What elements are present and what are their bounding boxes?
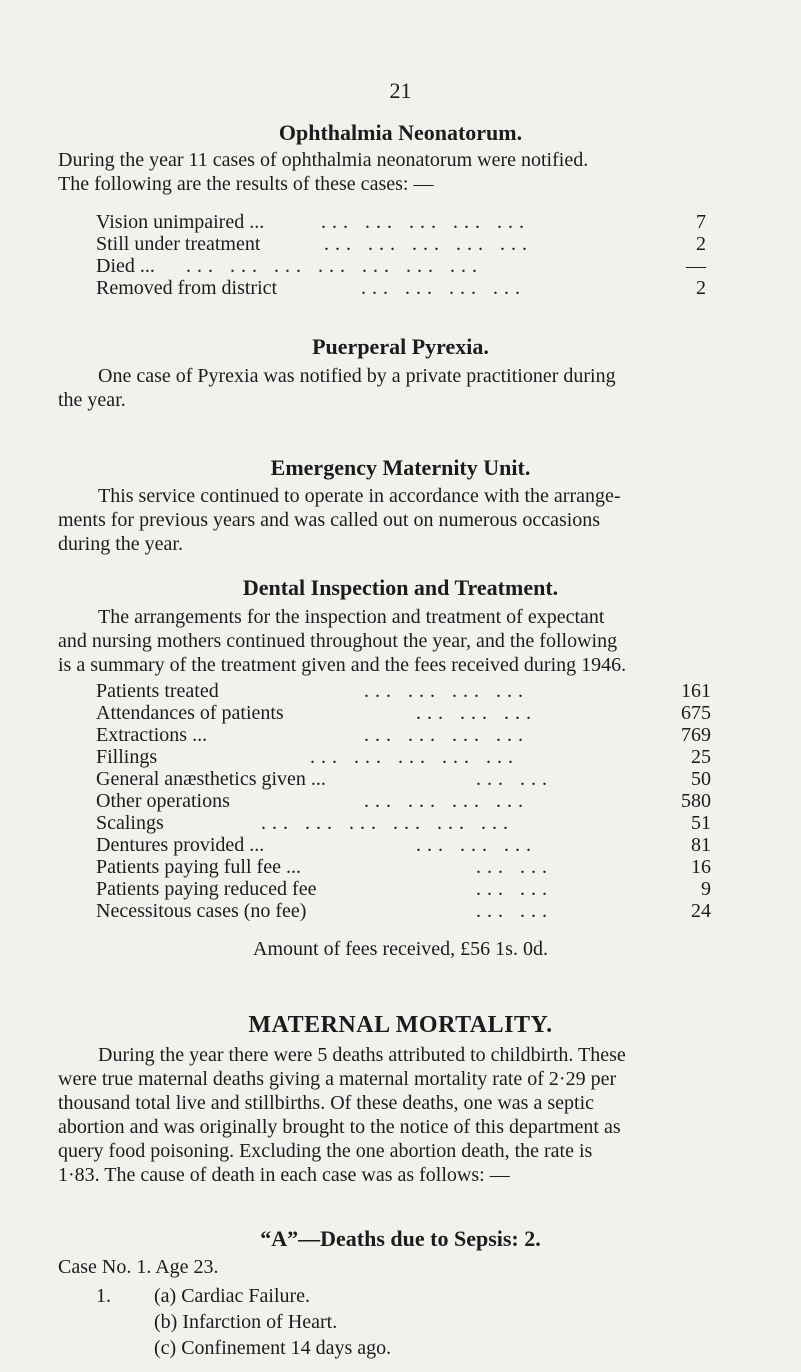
result-value: 2 <box>696 277 706 299</box>
summary-value: 81 <box>691 834 711 856</box>
ophthalmia-intro <box>58 148 764 196</box>
summary-value: 580 <box>681 790 711 812</box>
summary-label: Dentures provided ... <box>96 834 265 856</box>
summary-value: 675 <box>681 702 711 724</box>
summary-leader: ... ... ... ... ... <box>310 746 519 768</box>
summary-label: Patients paying reduced fee <box>96 878 317 900</box>
maternal-heading: MATERNAL MORTALITY. <box>248 1012 553 1038</box>
cause-line: (b) Infarction of Heart. <box>154 1311 338 1333</box>
result-value: — <box>686 255 706 277</box>
dental-heading: Dental Inspection and Treatment. <box>242 575 559 600</box>
result-value: 7 <box>696 211 706 233</box>
result-label: Removed from district <box>96 277 278 299</box>
summary-value: 16 <box>691 856 711 878</box>
result-label: Died ... <box>96 255 155 277</box>
page-number: 21 <box>389 78 412 103</box>
maternal-paragraph <box>58 1043 764 1187</box>
pyrexia-paragraph <box>58 364 764 412</box>
ophthalmia-intro-line-2: The following are the results of these cases: — <box>58 173 434 195</box>
emergency-line-1: This service continued to operate in accordance with the arrange- <box>98 485 621 507</box>
summary-label: Necessitous cases (no fee) <box>96 900 307 922</box>
summary-leader: ... ... ... ... <box>364 724 529 746</box>
result-value: 2 <box>696 233 706 255</box>
result-leader: ... ... ... ... ... <box>321 211 530 233</box>
maternal-line-3: thousand total live and stillbirths. Of these deaths, one was a septic <box>58 1092 594 1114</box>
emergency-line-2: ments for previous years and was called out on numerous occasions <box>58 509 601 531</box>
result-label: Still under treatment <box>96 233 261 255</box>
result-leader: ... ... ... ... ... <box>324 233 533 255</box>
summary-leader: ... ... <box>476 856 553 878</box>
summary-label: Patients treated <box>96 680 219 702</box>
fees-received-line: Amount of fees received, £56 1s. 0d. <box>253 938 548 960</box>
summary-value: 25 <box>691 746 711 768</box>
emergency-heading: Emergency Maternity Unit. <box>270 455 531 480</box>
summary-leader: ... ... ... ... <box>364 680 529 702</box>
summary-label: Scalings <box>96 812 164 834</box>
summary-label: Fillings <box>96 746 158 768</box>
case-item-number: 1. <box>96 1285 111 1307</box>
pyrexia-line-1: One case of Pyrexia was notified by a private practitioner during <box>98 365 616 387</box>
summary-value: 161 <box>681 680 711 702</box>
summary-label: Patients paying full fee ... <box>96 856 301 878</box>
dental-paragraph <box>58 605 764 677</box>
summary-leader: ... ... ... <box>416 702 537 724</box>
summary-leader: ... ... <box>476 878 553 900</box>
summary-value: 24 <box>691 900 711 922</box>
result-leader: ... ... ... ... <box>361 277 526 299</box>
pyrexia-heading: Puerperal Pyrexia. <box>312 334 489 359</box>
summary-value: 50 <box>691 768 711 790</box>
result-label: Vision unimpaired ... <box>96 211 265 233</box>
summary-label: General anæsthetics given ... <box>96 768 326 790</box>
emergency-line-3: during the year. <box>58 533 183 555</box>
summary-leader: ... ... ... <box>416 834 537 856</box>
summary-label: Attendances of patients <box>96 702 284 724</box>
maternal-line-5: query food poisoning. Excluding the one abortion death, the rate is <box>58 1140 593 1162</box>
result-leader: ... ... ... ... ... ... ... <box>186 255 483 277</box>
pyrexia-line-2: the year. <box>58 389 126 411</box>
maternal-line-1: During the year there were 5 deaths attributed to childbirth. These <box>98 1044 626 1066</box>
dental-line-2: and nursing mothers continued throughout the year, and the following <box>58 630 618 652</box>
dental-line-1: The arrangements for the inspection and treatment of expectant <box>98 606 605 628</box>
summary-label: Extractions ... <box>96 724 208 746</box>
maternal-line-4: abortion and was originally brought to the notice of this department as <box>58 1116 621 1138</box>
summary-leader: ... ... <box>476 900 553 922</box>
case-number-line: Case No. 1. Age 23. <box>58 1256 219 1278</box>
cause-line: (c) Confinement 14 days ago. <box>154 1337 392 1359</box>
emergency-paragraph <box>58 484 764 556</box>
summary-leader: ... ... ... ... ... ... <box>261 812 514 834</box>
cause-line: (a) Cardiac Failure. <box>154 1285 311 1307</box>
maternal-line-2: were true maternal deaths giving a maternal mortality rate of 2·29 per <box>58 1068 617 1090</box>
summary-label: Other operations <box>96 790 230 812</box>
summary-value: 51 <box>691 812 711 834</box>
sepsis-heading: “A”—Deaths due to Sepsis: 2. <box>260 1226 541 1251</box>
ophthalmia-intro-line-1: During the year 11 cases of ophthalmia neonatorum were notified. <box>58 149 589 171</box>
summary-value: 769 <box>681 724 711 746</box>
ophthalmia-heading: Ophthalmia Neonatorum. <box>278 120 523 145</box>
summary-leader: ... ... <box>476 768 553 790</box>
summary-value: 9 <box>701 878 711 900</box>
summary-leader: ... ... ... ... <box>364 790 529 812</box>
dental-line-3: is a summary of the treatment given and the fees received during 1946. <box>58 654 627 676</box>
maternal-line-6: 1·83. The cause of death in each case was as follows: — <box>58 1164 510 1186</box>
